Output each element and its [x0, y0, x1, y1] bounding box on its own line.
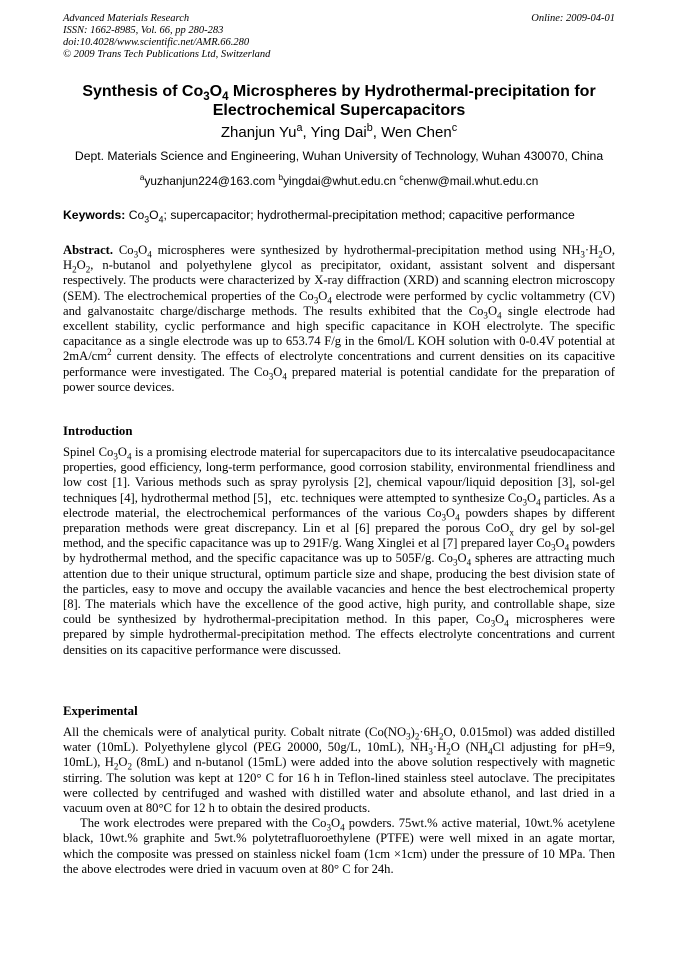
subscript: 4	[497, 310, 502, 321]
subscript: 2	[113, 761, 119, 772]
text-run: O	[555, 536, 565, 551]
subscript: 3	[133, 249, 139, 260]
experimental-section	[63, 725, 615, 877]
subscript: 2	[438, 731, 444, 742]
text-run: Co	[113, 243, 134, 257]
keywords-text: Co	[125, 208, 145, 222]
text-run: O (NH	[450, 740, 489, 755]
text-run: O	[495, 612, 505, 627]
title-sub: 4	[222, 91, 229, 104]
journal-copyright: © 2009 Trans Tech Publications Ltd, Switzerland	[63, 49, 271, 60]
subscript: 3	[406, 731, 411, 742]
subscript: 2	[446, 746, 451, 757]
subscript: 3	[550, 542, 556, 553]
keywords-sub: 3	[144, 214, 150, 225]
text-run: microspheres were synthesized by hydrothermal-precipitation method using NH	[151, 243, 581, 257]
keywords	[63, 208, 623, 223]
subscript: 4	[564, 542, 570, 553]
introduction-paragraph	[63, 445, 615, 658]
text-run: O, H	[63, 243, 615, 273]
text-run: powders. 75wt.% active material, 10wt.% acetylene black, 10wt.% graphite and 5wt.% polytetrafluoroethylene (PTFE) were well mixed in an agate mortar, which the composite was pressed on stainless nickel foam (1cm ×1cm) under the pressure of 10 MPa. Then the above electrodes were dried in vacuum oven at 80° C for 24h.	[63, 816, 615, 876]
subscript: 3	[452, 557, 458, 568]
subscript: 4	[504, 618, 509, 629]
title-text: Microspheres by Hydrothermal-precipitation for	[228, 83, 596, 100]
text-run: ·H	[432, 740, 447, 755]
section-heading-experimental: Experimental	[63, 704, 138, 718]
subscript: 3	[441, 512, 447, 523]
text-run: O	[118, 755, 128, 770]
affiliation: Dept. Materials Science and Engineering, Wuhan University of Technology, Wuhan 430070, China	[74, 149, 604, 163]
text-run: particles. As a electrode material, the electrochemical performances of the various Co	[63, 490, 615, 520]
abstract-label: Abstract.	[63, 243, 114, 257]
text-run: All the chemicals were of analytical purity. Cobalt nitrate (Co(NO	[63, 725, 407, 739]
text-run: current density. The effects of electrolyte concentrations and current densities on its capacitive performance were investigated. The Co	[63, 349, 615, 379]
journal-doi: doi:10.4028/www.scientific.net/AMR.66.280	[63, 37, 250, 48]
text-run: is a promising electrode material for supercapacitors due to its intercalative pseudocapacitance properties, good efficiency, long-term performance, good corrosion stability, environmental friendliness and low cost [1]. Various methods such as spray pyrolysis [2], chemical vapour/liquid deposition [3], sol-gel techniques [4], hydrothermal method [5]，etc. techniques were attempted to synthesize Co	[63, 445, 615, 505]
email-mark: a	[139, 172, 145, 183]
subscript: 2	[414, 731, 420, 742]
introduction-section	[63, 445, 615, 658]
text-run: O	[457, 551, 467, 566]
subscript: 3	[326, 822, 332, 833]
subscript: 3	[428, 746, 433, 757]
keywords-text: ; supercapacitor; hydrothermal-precipitation method; capacitive performance	[163, 208, 575, 222]
text-run: (8mL) and n-butanol (15mL) were added into the above solution respectively with magnetic stirring. The solution was kept at 120° C for 16 h in Teflon-lined stainless steel autoclave. The precipitates were collected by centrifuged and washed with distilled water and absolute ethanol, and last dried in a vacuum oven at 80°C for 12 h to obtain the desired products.	[63, 755, 615, 816]
title-sub: 3	[203, 91, 210, 104]
keywords-text: O	[149, 208, 159, 222]
subscript: x	[509, 527, 514, 538]
journal-issn: ISSN: 1662-8985, Vol. 66, pp 280-283	[63, 25, 224, 36]
text-run: ·H	[584, 243, 599, 257]
author-mark: c	[451, 122, 458, 134]
text-run: O	[446, 505, 456, 520]
author-list	[63, 124, 615, 142]
text-run: O	[318, 288, 328, 303]
email-mark: c	[399, 172, 404, 183]
text-run: microspheres were prepared by simple hydrothermal-precipitation method. The effects electrolyte concentrations and current densities on its capacitive performance were discussed.	[63, 612, 615, 657]
online-date: Online: 2009-04-01	[531, 13, 615, 24]
keywords-label: Keywords:	[63, 208, 126, 222]
abstract-paragraph	[63, 243, 615, 395]
text-run: dry gel by sol-gel method, and the specific capacitance was up to 291F/g. Wang Xinglei et al [7] prepared layer Co	[63, 521, 615, 551]
text-run: , n-butanol and polyethylene glycol as precipitator, oxidant, assistant solvent and dispersant respectively. The products were characterized by X-ray diffraction (XRD) and scanning electron microscopy (SEM). The electrochemical properties of the Co	[63, 258, 615, 303]
subscript: 3	[580, 249, 585, 260]
text-run: O	[117, 445, 127, 459]
superscript: 2	[107, 347, 112, 358]
author-mark: b	[366, 122, 373, 134]
text-run: ·6H	[419, 725, 439, 739]
email-address: chenw@mail.whut.edu.cn	[403, 174, 539, 188]
subscript: 2	[598, 249, 603, 260]
subscript: 4	[488, 746, 493, 757]
subscript: 3	[483, 310, 488, 321]
subscript: 2	[72, 264, 77, 275]
subscript: 3	[522, 497, 528, 508]
paper-title	[63, 82, 615, 120]
subscript: 4	[126, 451, 132, 462]
author-mark: a	[296, 122, 303, 134]
title-text: O	[209, 83, 223, 100]
subscript: 3	[490, 618, 496, 629]
text-run: O	[527, 490, 537, 505]
author-name: , Wen Chen	[372, 124, 452, 141]
text-run: The work electrodes were prepared with the Co	[80, 816, 327, 831]
text-run: powders by hydrothermal method, and the specific capacitance was up to 505F/g. Co	[63, 536, 615, 566]
title-text: Synthesis of Co	[82, 83, 204, 100]
text-run: spheres are attracting much attention due to their unique structural, optimum particle size and shape, producing the best division state of the particles, easy to move and occupy the available vacancies and hence the best electrochemical property [8]. The materials which have the excellence of the good active, high purity, and controllable shape, size could be synthesized by hydrothermal-precipitation method. In this paper, Co	[63, 551, 615, 627]
journal-header	[63, 13, 615, 61]
subscript: 3	[113, 451, 118, 462]
text-run: O	[138, 243, 148, 257]
email-mark: b	[278, 172, 284, 183]
text-run: O	[76, 258, 86, 273]
subscript: 2	[85, 264, 91, 275]
email-address: yuzhanjun224@163.com	[144, 174, 279, 188]
text-run: single electrode had excellent stability, cyclic performance and high specific capacitance in KOH electrolyte. The specific capacitance as a single electrode was up to 653.74 F/g in the 6mol/L KOH solution with 0-0.4V potential at 2mA/cm	[63, 303, 615, 364]
subscript: 4	[340, 822, 345, 833]
title-text: Electrochemical Supercapacitors	[212, 102, 466, 119]
text-run: )	[410, 725, 415, 739]
subscript: 3	[268, 371, 274, 382]
subscript: 4	[536, 497, 541, 508]
subscript: 3	[313, 295, 319, 306]
subscript: 4	[147, 249, 152, 260]
subscript: 4	[466, 557, 472, 568]
experimental-paragraph	[63, 725, 615, 816]
text-run: powders shapes by different preparation methods were great discrepancy. Lin et al [6] prepared the porous CoO	[63, 505, 615, 536]
email-address: yingdai@whut.edu.cn	[283, 174, 400, 188]
author-name: , Ying Dai	[302, 124, 367, 141]
text-run: O, 0.015mol) was added distilled water (10mL). Polyethylene glycol (PEG 20000, 50g/L, 10mL), NH	[63, 725, 615, 755]
text-run: electrode were performed by cyclic voltammetry (CV) and galvanostaitc charge/discharge methods. The results exhibited that the Co	[63, 288, 615, 318]
keywords-sub: 4	[158, 214, 164, 225]
email-list	[63, 174, 615, 189]
text-run: Cl adjusting for pH=9, 10mL), H	[63, 740, 615, 770]
section-heading-introduction: Introduction	[63, 424, 133, 438]
text-run: Spinel Co	[63, 445, 114, 459]
subscript: 2	[127, 761, 133, 772]
text-run: O	[331, 816, 341, 831]
subscript: 4	[455, 512, 460, 523]
abstract	[63, 243, 615, 395]
text-run: O	[273, 364, 283, 379]
subscript: 4	[282, 371, 287, 382]
experimental-paragraph	[63, 816, 615, 877]
text-run: O	[487, 303, 498, 318]
journal-name: Advanced Materials Research	[63, 13, 190, 24]
text-run: prepared material is potential candidate for the preparation of power source devices.	[63, 364, 615, 394]
author-name: Zhanjun Yu	[220, 124, 297, 141]
subscript: 4	[327, 295, 332, 306]
